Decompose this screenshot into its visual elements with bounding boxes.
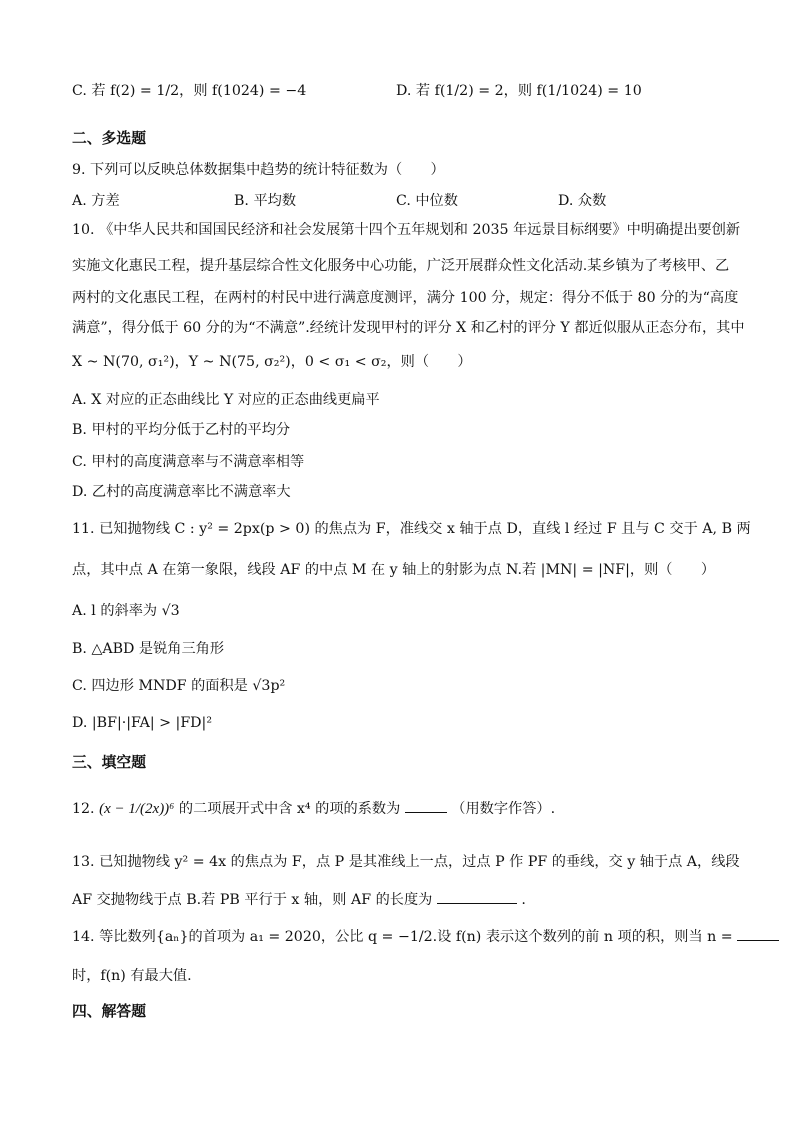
q12-stem: [72, 798, 555, 819]
q14-stem-line-1: [72, 926, 779, 947]
q8-option-c: C. 若 f(2) = 1/2，则 f(1024) = −4: [72, 83, 307, 99]
q10-stem-line-4: 满意”，得分低于 60 分的为“不满意”.经统计发现甲村的评分 X 和乙村的评分 Y 都近似服从正态分布，其中: [72, 320, 745, 336]
section-title-multiple-choice: 二、多选题: [72, 130, 146, 147]
q13-stem-line-1: 13. 已知抛物线 y² = 4x 的焦点为 F，点 P 是其准线上一点，过点 P 作 PF 的垂线，交 y 轴于点 A，线段: [72, 854, 740, 870]
q12-stem-tail: （用数字作答）.: [451, 801, 556, 817]
q10-option-d: D. 乙村的高度满意率比不满意率大: [72, 484, 291, 500]
q11-option-c: C. 四边形 MNDF 的面积是 √3p²: [72, 678, 286, 694]
section-title-fill-in: 三、填空题: [72, 754, 146, 771]
section-title-solutions: 四、解答题: [72, 1003, 146, 1020]
q10-stem-line-5: X ~ N(70, σ₁²)，Y ~ N(75, σ₂²)，0 < σ₁ < σ₂，则（ ）: [72, 354, 472, 370]
q11-option-d: D. |BF|·|FA| > |FD|²: [72, 715, 213, 731]
q12-binomial-expression: (x − 1/(2x))⁶: [99, 801, 175, 817]
q10-option-c: C. 甲村的高度满意率与不满意率相等: [72, 454, 305, 470]
q9-option-b: B. 平均数: [234, 193, 297, 209]
q11-stem-line-1: 11. 已知抛物线 C : y² = 2px(p > 0) 的焦点为 F，准线交 x 轴于点 D，直线 l 经过 F 且与 C 交于 A, B 两: [72, 521, 751, 537]
q12-answer-blank[interactable]: [405, 798, 447, 813]
q8-option-d: D. 若 f(1/2) = 2，则 f(1/1024) = 10: [396, 83, 642, 99]
q14-stem-text: 14. 等比数列{aₙ}的首项为 a₁ = 2020，公比 q = −1/2.设 f(n) 表示这个数列的前 n 项的积，则当 n =: [72, 929, 733, 945]
q10-option-a: A. X 对应的正态曲线比 Y 对应的正态曲线更扁平: [72, 392, 380, 408]
q10-stem-line-1: 10. 《中华人民共和国国民经济和社会发展第十四个五年规划和 2035 年远景目标纲要》中明确提出要创新: [72, 222, 741, 238]
q13-stem-line-2: [72, 889, 526, 910]
q12-number: 12.: [72, 801, 95, 817]
q14-stem-line-2: 时，f(n) 有最大值.: [72, 968, 192, 984]
q13-stem-tail: .: [521, 892, 526, 908]
q9-option-d: D. 众数: [558, 193, 607, 209]
q13-stem-text: AF 交抛物线于点 B.若 PB 平行于 x 轴，则 AF 的长度为: [72, 892, 433, 908]
q10-stem-line-2: 实施文化惠民工程，提升基层综合性文化服务中心功能，广泛开展群众性文化活动.某乡镇为了考核甲、乙: [72, 258, 730, 274]
q11-stem-line-2: 点，其中点 A 在第一象限，线段 AF 的中点 M 在 y 轴上的射影为点 N.若 |MN| = |NF|，则（ ）: [72, 562, 716, 578]
q10-option-b: B. 甲村的平均分低于乙村的平均分: [72, 422, 291, 438]
q12-stem-text: 的二项展开式中含 x⁴ 的项的系数为: [178, 801, 401, 817]
q11-option-b: B. △ABD 是锐角三角形: [72, 641, 225, 657]
q9-option-a: A. 方差: [72, 193, 120, 209]
q10-stem-line-3: 两村的文化惠民工程，在两村的村民中进行满意度测评，满分 100 分，规定：得分不低于 80 分的为“高度: [72, 290, 739, 306]
q9-option-c: C. 中位数: [396, 193, 458, 209]
q13-answer-blank[interactable]: [437, 889, 517, 904]
q11-option-a: A. l 的斜率为 √3: [72, 603, 180, 619]
q9-stem: 9. 下列可以反映总体数据集中趋势的统计特征数为（ ）: [72, 162, 445, 178]
q14-answer-blank[interactable]: [737, 926, 779, 941]
